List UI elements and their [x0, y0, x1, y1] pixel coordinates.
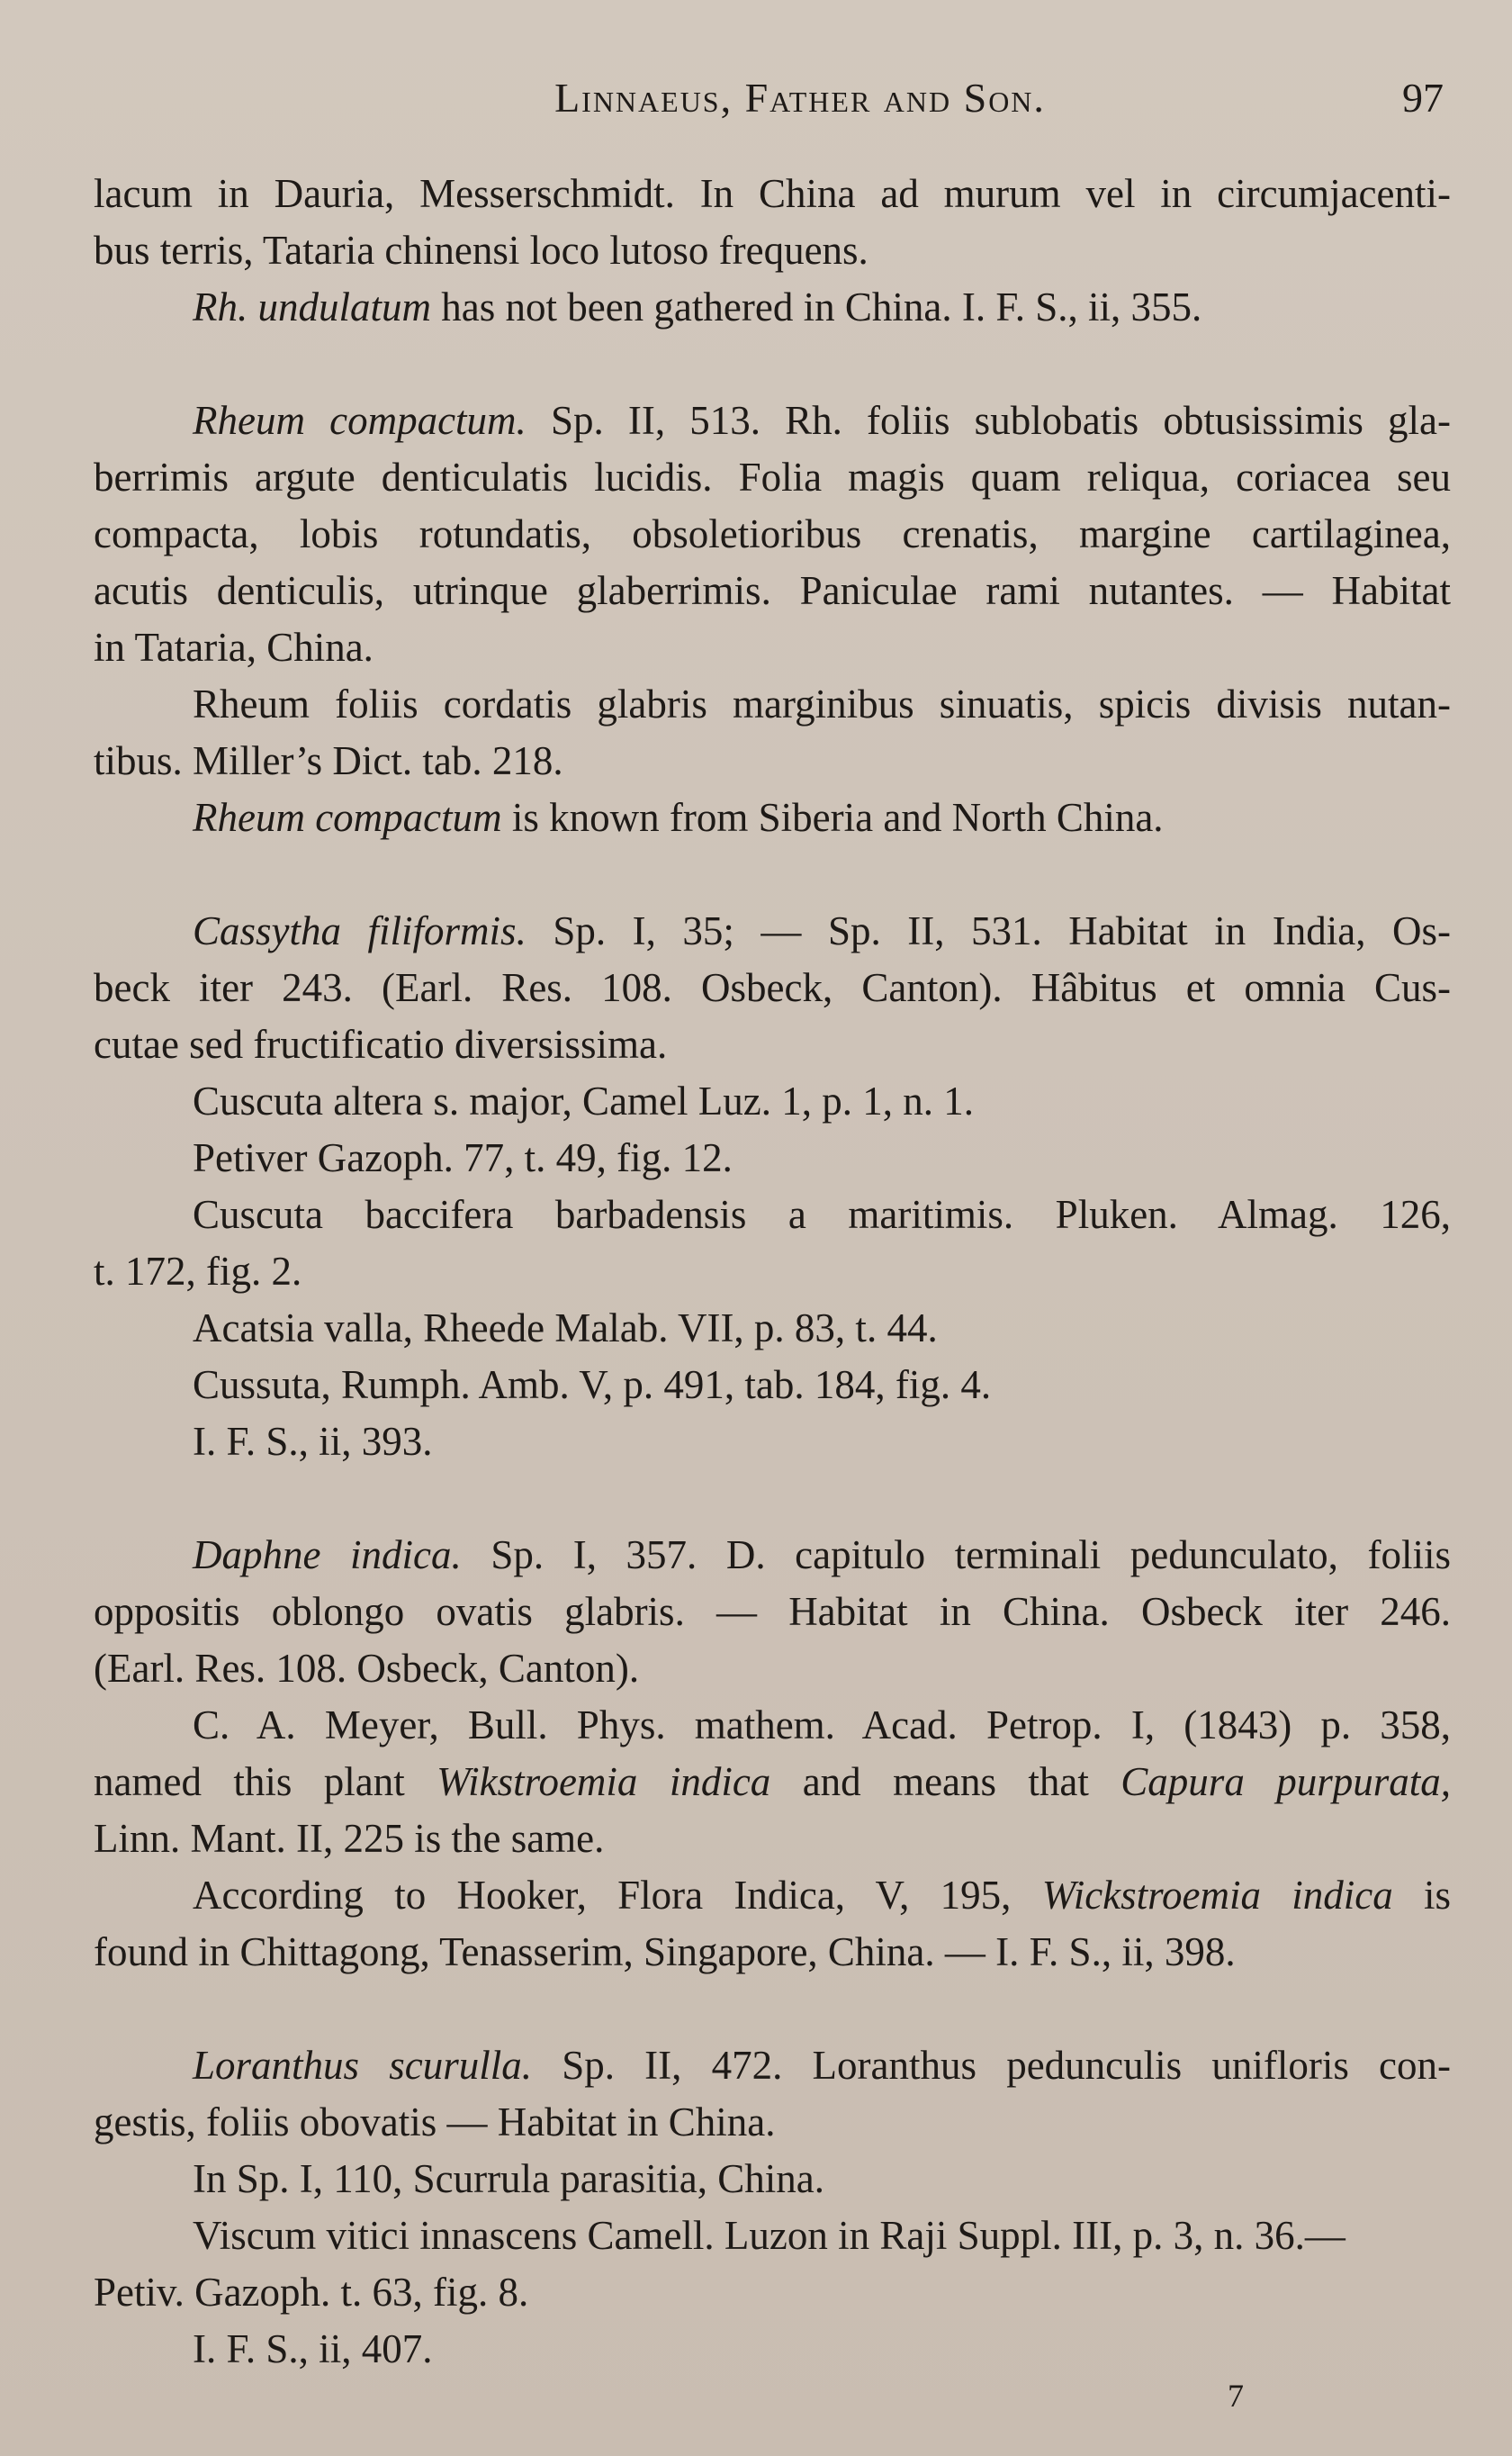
text-line	[94, 279, 1451, 336]
text-run: is	[1392, 1873, 1452, 1918]
species-name: Cassytha filiformis.	[193, 908, 526, 953]
text-line	[94, 903, 1451, 960]
text-line: oppositis oblongo ovatis glabris. — Habitat in China. Osbeck iter 246.	[94, 1589, 1451, 1634]
entry-daphne-indica	[94, 1527, 1451, 1981]
text-line: cutae sed fructificatio diversissima.	[94, 1022, 668, 1067]
text-line: compacta, lobis rotundatis, obsoletioribus crenatis, margine cartilaginea,	[94, 511, 1451, 556]
signature-mark: 7	[1228, 2378, 1244, 2414]
text-line: Viscum vitici innascens Camell. Luzon in Raji Suppl. III, p. 3, n. 36.—	[193, 2213, 1346, 2258]
text-line: gestis, foliis obovatis — Habitat in China.	[94, 2099, 776, 2144]
text-line: I. F. S., ii, 407.	[193, 2326, 433, 2371]
text-line: tibus. Miller’s Dict. tab. 218.	[94, 738, 563, 783]
species-name: Rh. undulatum	[193, 284, 431, 330]
text-line: C. A. Meyer, Bull. Phys. mathem. Acad. Petrop. I, (1843) p. 358,	[193, 1702, 1451, 1747]
species-name: Daphne indica.	[193, 1532, 462, 1577]
text-line: I. F. S., ii, 393.	[193, 1419, 433, 1464]
species-name: Rheum compactum	[193, 795, 502, 840]
text-line: t. 172, fig. 2.	[94, 1249, 302, 1294]
text-run: Sp. I, 35; — Sp. II, 531. Habitat in India, Os-	[526, 908, 1451, 953]
running-head: Linnaeus, Father and Son.	[554, 75, 1046, 121]
page-header	[94, 74, 1444, 131]
text-line: In Sp. I, 110, Scurrula parasitia, China.	[193, 2156, 824, 2201]
text-run: is known from Siberia and North China.	[501, 795, 1164, 840]
text-run: Sp. I, 357. D. capitulo terminali pedunculato, foliis	[461, 1532, 1451, 1577]
paragraph-gap	[94, 336, 1451, 393]
text-line	[94, 2037, 1451, 2094]
species-name: Rheum compactum.	[193, 398, 526, 443]
text-line: in Tataria, China.	[94, 625, 374, 670]
page-body	[94, 166, 1451, 2378]
text-run: and means that	[770, 1759, 1121, 1804]
entry-cassytha-filiformis	[94, 903, 1451, 1470]
text-line: beck iter 243. (Earl. Res. 108. Osbeck, Canton). Hâbitus et omnia Cus-	[94, 965, 1451, 1010]
text-line: lacum in Dauria, Messerschmidt. In China ad murum vel in circumjacenti-	[94, 171, 1451, 216]
text-line: Cuscuta baccifera barbadensis a maritimis. Pluken. Almag. 126,	[193, 1192, 1451, 1237]
text-line: berrimis argute denticulatis lucidis. Folia magis quam reliqua, coriacea seu	[94, 455, 1451, 500]
text-line: Linn. Mant. II, 225 is the same.	[94, 1816, 605, 1861]
text-line: Cuscuta altera s. major, Camel Luz. 1, p. 1, n. 1.	[193, 1079, 974, 1124]
text-line: (Earl. Res. 108. Osbeck, Canton).	[94, 1646, 640, 1691]
text-line	[94, 1867, 1451, 1924]
text-line: found in Chittagong, Tenasserim, Singapore, China. — I. F. S., ii, 398.	[94, 1929, 1236, 1974]
text-run: Sp. II, 513. Rh. foliis sublobatis obtusissimis gla-	[526, 398, 1451, 443]
paragraph-dauria	[94, 166, 1451, 336]
text-run: According to Hooker, Flora Indica, V, 195,	[193, 1873, 1042, 1918]
species-name: Capura purpurata,	[1120, 1759, 1451, 1804]
text-line: acutis denticulis, utrinque glaberrimis. Paniculae rami nutantes. — Habitat	[94, 568, 1451, 613]
text-line: Cussuta, Rumph. Amb. V, p. 491, tab. 184, fig. 4.	[193, 1362, 992, 1407]
species-name: Wickstroemia indica	[1041, 1873, 1393, 1918]
text-line	[94, 1527, 1451, 1584]
species-name: Wikstroemia indica	[436, 1759, 771, 1804]
species-name: Loranthus scurulla.	[193, 2043, 533, 2088]
text-line: Acatsia valla, Rheede Malab. VII, p. 83, t. 44.	[193, 1305, 938, 1350]
entry-rheum-compactum	[94, 393, 1451, 846]
text-run: has not been gathered in China. I. F. S., ii, 355.	[431, 284, 1202, 330]
text-run: named this plant	[94, 1759, 437, 1804]
text-line: bus terris, Tataria chinensi loco lutoso frequens.	[94, 228, 868, 273]
text-line	[94, 790, 1451, 846]
text-line: Petiv. Gazoph. t. 63, fig. 8.	[94, 2270, 529, 2315]
text-run: Sp. II, 472. Loranthus pedunculis unifloris con-	[532, 2043, 1452, 2088]
entry-loranthus-scurulla	[94, 2037, 1451, 2378]
text-line: Petiver Gazoph. 77, t. 49, fig. 12.	[193, 1135, 733, 1180]
paragraph-gap	[94, 1981, 1451, 2037]
paragraph-gap	[94, 846, 1451, 903]
text-line	[94, 393, 1451, 449]
text-line: Rheum foliis cordatis glabris marginibus sinuatis, spicis divisis nutan-	[193, 682, 1451, 727]
paragraph-gap	[94, 1470, 1451, 1527]
page-number: 97	[1402, 75, 1444, 121]
text-line	[94, 1754, 1451, 1810]
